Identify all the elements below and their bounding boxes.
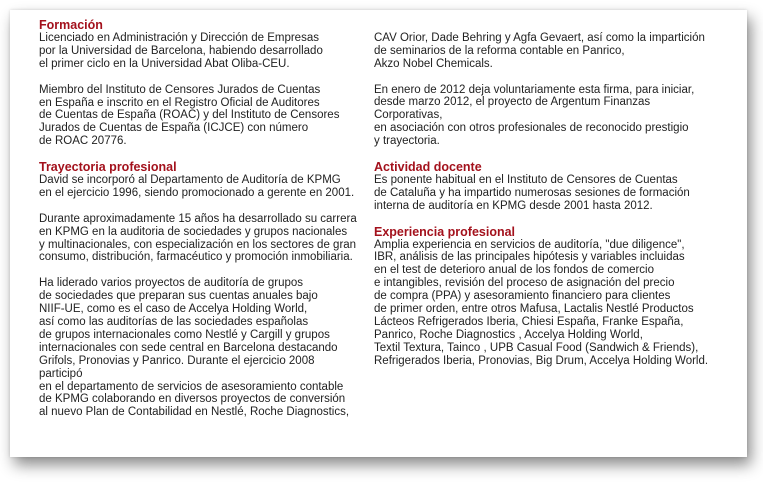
formacion-paragraph-1: Licenciado en Administración y Dirección de Empresas por la Universidad de Barcelona, habiendo desarrollado el primer ciclo en la Universidad Abat Oliba-CEU.: [39, 32, 323, 70]
cv-card: [10, 10, 747, 457]
formacion-heading: Formación: [39, 18, 103, 32]
trayectoria-paragraph-3-continued: CAV Orior, Dade Behring y Agfa Gevaert, así como la impartición de seminarios de la reforma contable en Panrico, Akzo Nobel Chemicals.: [374, 31, 705, 70]
experiencia-paragraph: Amplia experiencia en servicios de auditoría, "due diligence", IBR, análisis de las principales hipótesis y variables incluidas en el test de deterioro anual de los fondos de comercio e intangibles, revisión del proceso de asignación del precio de compra (PPA) y asesoramiento financiero para clientes de primer orden, entre otros Mafusa, Lactalis Nestlé Productos Lácteos Refrigerados Iberia, Chiesi España, Franke España, Panrico, Roche Diagnostics , Accelya Holding World, Textil Textura, Tainco , UPB Casual Food (Sandwich & Friends), Refrigerados Iberia, Pronovias, Big Drum, Accelya Holding World.: [374, 238, 709, 367]
docente-heading: Actividad docente: [374, 159, 482, 174]
right-column: [374, 19, 719, 368]
trayectoria-paragraph-3: Ha liderado varios proyectos de auditoría de grupos de sociedades que preparan sus cuentas anuales bajo NIIF-UE, como es el caso de Accelya Holding World, así como las auditorías de las sociedades españolas de grupos internacionales como Nestlé y Cargill y grupos internacionales con sede central en Barcelona destacando Grifols, Pronovias y Panrico. Durante el ejercicio 2008 participó en el departamento de servicios de asesoramiento contable de KPMG colaborando en diversos proyectos de conversión al nuevo Plan de Contabilidad en Nestlé, Roche Diagnostics,: [39, 277, 350, 419]
trayectoria-paragraph-1: David se incorporó al Departamento de Auditoría de KPMG en el ejercicio 1996, siendo promocionado a gerente en 2001.: [39, 174, 355, 199]
trayectoria-paragraph-2: Durante aproximadamente 15 años ha desarrollado su carrera en KPMG en la auditoria de sociedades y grupos nacionales y multinacionales, con especialización en los sectores de gran consumo, distribución, farmacéutico y promoción inmobiliaria.: [39, 212, 357, 264]
docente-paragraph: Es ponente habitual en el Instituto de Censores de Cuentas de Cataluña y ha impartido numerosas sesiones de formación interna de auditoría en KPMG desde 2001 hasta 2012.: [374, 173, 690, 212]
formacion-paragraph-2: Miembro del Instituto de Censores Jurados de Cuentas en España e inscrito en el Registro Oficial de Auditores de Cuentas de España (ROAC) y del Instituto de Censores Jurados de Cuentas de España (ICJCE) con número de ROAC 20776.: [39, 83, 340, 148]
experiencia-heading: Experiencia profesional: [374, 224, 516, 239]
trayectoria-paragraph-4: En enero de 2012 deja voluntariamente esta firma, para iniciar, desde marzo 2012, el proyecto de Argentum Finanzas Corporativas, en asociación con otros profesionales de reconocido prestigio y trayectoria.: [374, 83, 695, 148]
trayectoria-heading: Trayectoria profesional: [39, 160, 177, 175]
left-column: [39, 19, 359, 419]
